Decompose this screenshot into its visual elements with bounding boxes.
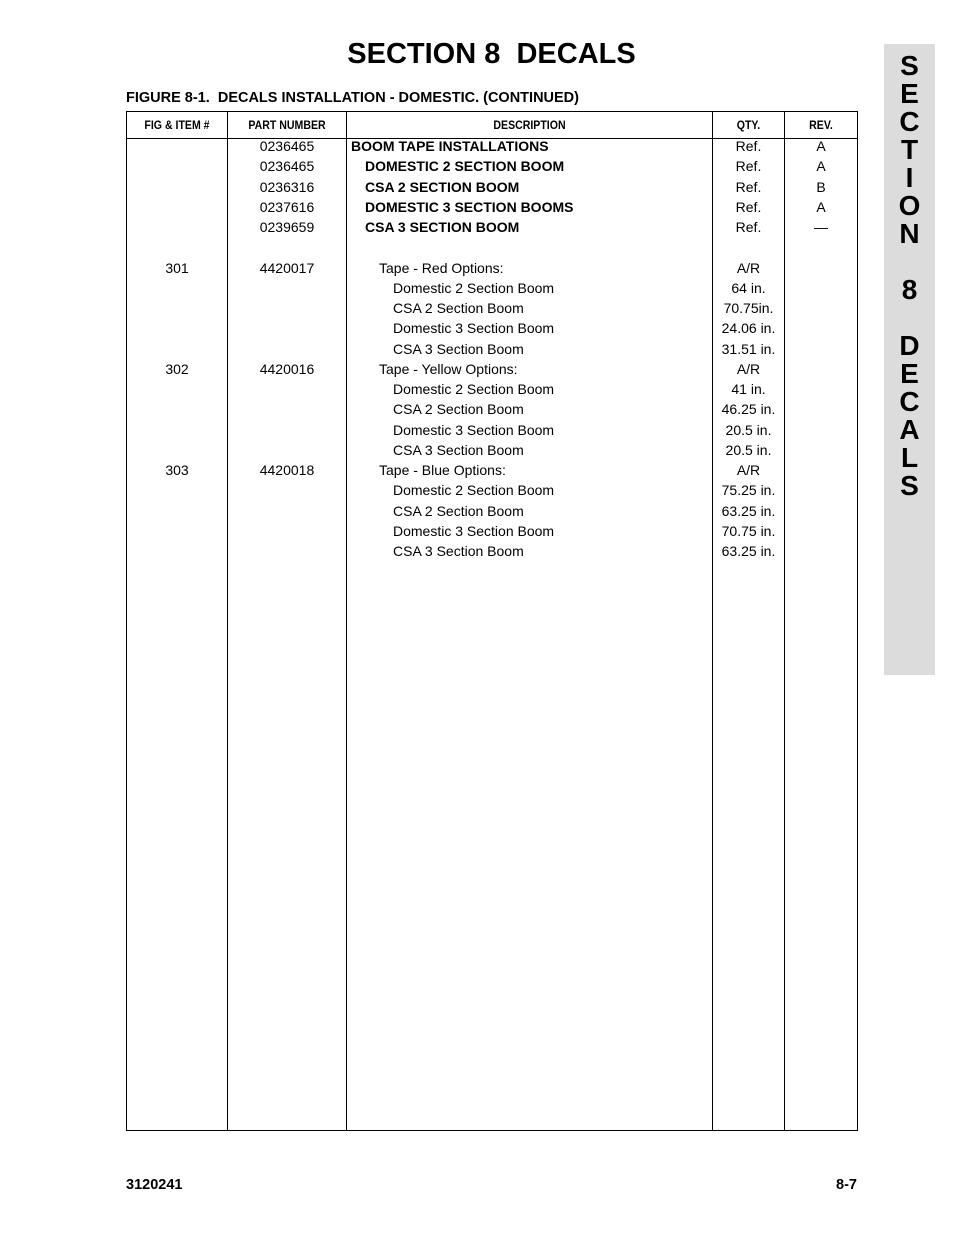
description-cell: Domestic 2 Section Boom (393, 279, 555, 296)
table-row (127, 501, 857, 521)
table-row (127, 399, 857, 419)
description-cell: CSA 3 Section Boom (393, 340, 524, 357)
parts-table (126, 111, 858, 1131)
table-row (127, 359, 857, 379)
table-row (127, 237, 857, 257)
qty-cell: 63.25 in. (721, 543, 776, 559)
qty-cell: 20.5 in. (725, 441, 772, 458)
rev-cell: — (814, 219, 828, 235)
table-row (127, 136, 857, 156)
tab-letter: O (898, 190, 921, 221)
qty-cell: Ref. (735, 158, 762, 175)
part-number-cell: 0239659 (259, 219, 315, 235)
table-row (127, 521, 857, 541)
qty-cell: 24.06 in. (721, 320, 776, 337)
fig-item-cell: 301 (165, 259, 189, 276)
description-cell: CSA 3 Section Boom (393, 543, 524, 559)
fig-item-cell: 302 (165, 360, 189, 377)
tab-letter: E (900, 358, 919, 389)
tab-letter: C (899, 386, 920, 417)
qty-cell: Ref. (735, 138, 762, 154)
description-cell: Domestic 2 Section Boom (393, 381, 555, 397)
description-cell: Domestic 3 Section Boom (393, 320, 555, 337)
rev-cell: B (816, 178, 826, 195)
qty-cell: 70.75in. (723, 300, 774, 316)
part-number-cell: 0236465 (259, 158, 315, 175)
page-title: SECTION 8 DECALS (347, 38, 636, 70)
column-header-description: DESCRIPTION (493, 118, 566, 132)
tab-letter: L (900, 442, 919, 473)
page-number: 8-7 (836, 1177, 857, 1193)
description-cell: CSA 2 SECTION BOOM (365, 178, 520, 195)
table-row (127, 379, 857, 399)
description-cell: CSA 3 Section Boom (393, 441, 524, 458)
qty-cell: 64 in. (731, 279, 766, 296)
description-cell: CSA 2 Section Boom (393, 401, 524, 418)
section-tab (884, 44, 935, 675)
part-number-cell: 4420018 (259, 462, 315, 478)
tab-letter: D (899, 330, 920, 361)
column-header-rev: REV. (809, 118, 833, 132)
qty-cell: A/R (736, 462, 761, 478)
tab-letter: T (900, 134, 919, 165)
table-row (127, 217, 857, 237)
qty-cell: 63.25 in. (721, 502, 776, 519)
column-header-part-number: PART NUMBER (248, 118, 326, 132)
qty-cell: Ref. (735, 219, 762, 235)
table-row (127, 258, 857, 278)
part-number-cell: 0236465 (259, 138, 315, 154)
description-cell: CSA 2 Section Boom (393, 300, 524, 316)
description-cell: DOMESTIC 3 SECTION BOOMS (365, 198, 574, 215)
qty-cell: 41 in. (731, 381, 766, 397)
description-cell: DOMESTIC 2 SECTION BOOM (365, 158, 565, 175)
rev-cell: A (816, 198, 826, 215)
description-cell: Domestic 3 Section Boom (393, 522, 555, 539)
qty-cell: 20.5 in. (725, 421, 772, 438)
qty-cell: Ref. (735, 198, 762, 215)
part-number-cell: 4420017 (259, 259, 315, 276)
description-cell: Tape - Yellow Options: (379, 360, 518, 377)
column-header-qty: QTY. (736, 118, 761, 132)
description-cell: Domestic 3 Section Boom (393, 421, 555, 438)
figure-title: FIGURE 8-1. DECALS INSTALLATION - DOMESTIC. (CONTINUED) (126, 90, 579, 106)
qty-cell: 70.75 in. (721, 522, 776, 539)
tab-letter: A (899, 414, 920, 445)
table-row (127, 177, 857, 197)
qty-cell: Ref. (735, 178, 762, 195)
table-row (127, 339, 857, 359)
part-number-cell: 4420016 (259, 360, 315, 377)
table-row (127, 197, 857, 217)
qty-cell: 75.25 in. (721, 482, 776, 499)
rev-cell: A (816, 158, 826, 175)
document-number: 3120241 (126, 1177, 183, 1193)
tab-letter: C (899, 106, 920, 137)
tab-letter: S (900, 470, 919, 501)
part-number-cell: 0236316 (259, 178, 315, 195)
qty-cell: A/R (736, 259, 761, 276)
table-row (127, 420, 857, 440)
table-row (127, 480, 857, 500)
tab-letter: S (900, 50, 919, 81)
table-row (127, 318, 857, 338)
table-row (127, 156, 857, 176)
description-cell: Domestic 2 Section Boom (393, 482, 555, 499)
table-row (127, 278, 857, 298)
description-cell: Tape - Red Options: (379, 259, 504, 276)
table-row (127, 298, 857, 318)
description-cell: CSA 2 Section Boom (393, 502, 524, 519)
qty-cell: A/R (736, 360, 761, 377)
tab-letter: 8 (901, 274, 918, 305)
column-header-fig-item: FIG & ITEM # (144, 118, 210, 132)
description-cell: Tape - Blue Options: (379, 462, 506, 478)
rev-cell: A (816, 138, 826, 154)
qty-cell: 31.51 in. (721, 340, 776, 357)
description-cell: CSA 3 SECTION BOOM (365, 219, 520, 235)
tab-letter: E (900, 78, 919, 109)
part-number-cell: 0237616 (259, 198, 315, 215)
fig-item-cell: 303 (165, 462, 189, 478)
table-row (127, 460, 857, 480)
tab-letter: I (905, 162, 914, 193)
qty-cell: 46.25 in. (721, 401, 776, 418)
table-row (127, 440, 857, 460)
tab-letter: N (899, 218, 920, 249)
description-cell: BOOM TAPE INSTALLATIONS (351, 138, 549, 154)
table-row (127, 541, 857, 561)
